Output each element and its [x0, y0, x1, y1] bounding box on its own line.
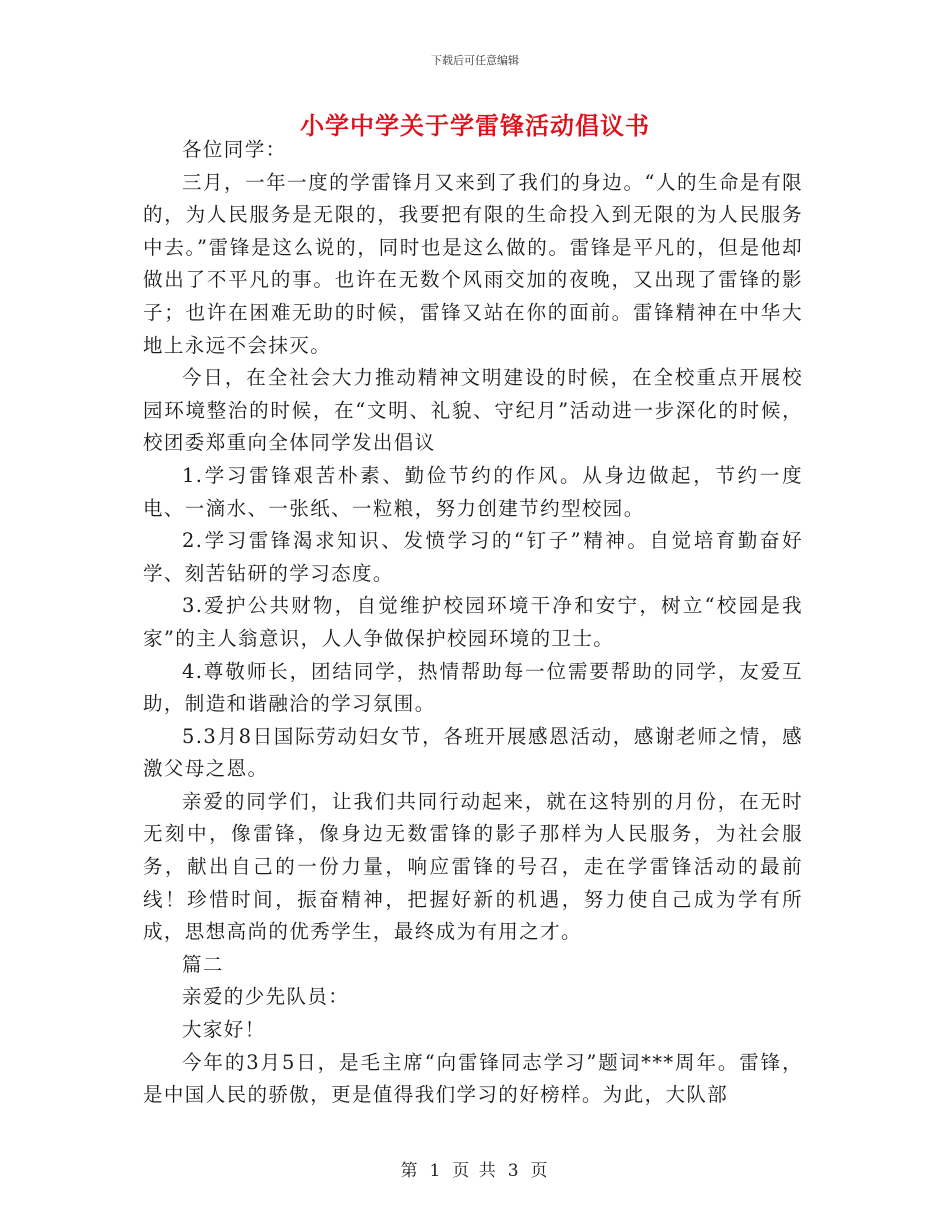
paragraph-intro: 三月，一年一度的学雷锋月又来到了我们的身边。“人的生命是有限的，为人民服务是无限的，我要把有限的生命投入到无限的为人民服务中去。”雷锋是这么说的，同时也是这么做的。雷锋是平凡的，但是他却做出了不平凡的事。也许在无数个风雨交加的夜晚，又出现了雷锋的影子；也许在困难无助的时候，雷锋又站在你的面前。雷锋精神在中华大地上永远不会抹灭。	[143, 170, 803, 357]
footer-middle: 页 共	[452, 1161, 498, 1181]
footer-prefix: 第	[400, 1161, 420, 1181]
proposal-item-2: 2.学习雷锋渴求知识、发愤学习的“钉子”精神。自觉培育勤奋好学、刻苦钻研的学习态度。	[143, 529, 803, 585]
paragraph-closing: 亲爱的同学们，让我们共同行动起来，就在这特别的月份，在无时无刻中，像雷锋，像身边无数雷锋的影子那样为人民服务，为社会服务，献出自己的一份力量，响应雷锋的号召，走在学雷锋活动的最前线！珍惜时间，振奋精神，把握好新的机遇，努力使自己成为学有所成，思想高尚的优秀学生，最终成为有用之才。	[143, 789, 803, 944]
greeting: 大家好！	[182, 1018, 266, 1042]
proposal-item-4: 4.尊敬师长，团结同学，热情帮助每一位需要帮助的同学，友爱互助，制造和谐融洽的学习氛围。	[143, 659, 803, 716]
page-footer	[0, 1156, 950, 1181]
paragraph-part2: 今年的3月5日，是毛主席“向雷锋同志学习”题词***周年。雷锋，是中国人民的骄傲，更是值得我们学习的好榜样。为此，大队部	[143, 1050, 803, 1107]
paragraph-context: 今日，在全社会大力推动精神文明建设的时候，在全校重点开展校园环境整治的时候，在“文明、礼貌、守纪月”活动进一步深化的时候，校团委郑重向全体同学发出倡议	[143, 366, 803, 455]
document-body	[143, 134, 803, 1112]
document-title: 小学中学关于学雷锋活动倡议书	[300, 112, 650, 140]
footer-page-number: 1	[429, 1161, 443, 1181]
section-heading: 篇二	[182, 952, 224, 976]
salutation: 各位同学：	[182, 138, 287, 161]
salutation-2: 亲爱的少先队员：	[182, 985, 350, 1009]
proposal-item-3: 3.爱护公共财物，自觉维护校园环境干净和安宁，树立“校园是我家”的主人翁意识，人人争做保护校园环境的卫士。	[143, 594, 803, 650]
footer-total-pages: 3	[507, 1161, 521, 1181]
footer-suffix: 页	[530, 1161, 550, 1181]
proposal-item-1: 1.学习雷锋艰苦朴素、勤俭节约的作风。从身边做起，节约一度电、一滴水、一张纸、一粒粮，努力创建节约型校园。	[143, 463, 803, 520]
header-note: 下载后可任意编辑	[431, 54, 519, 67]
proposal-item-5: 5.3月8日国际劳动妇女节，各班开展感恩活动，感谢老师之情，感激父母之恩。	[143, 724, 803, 781]
